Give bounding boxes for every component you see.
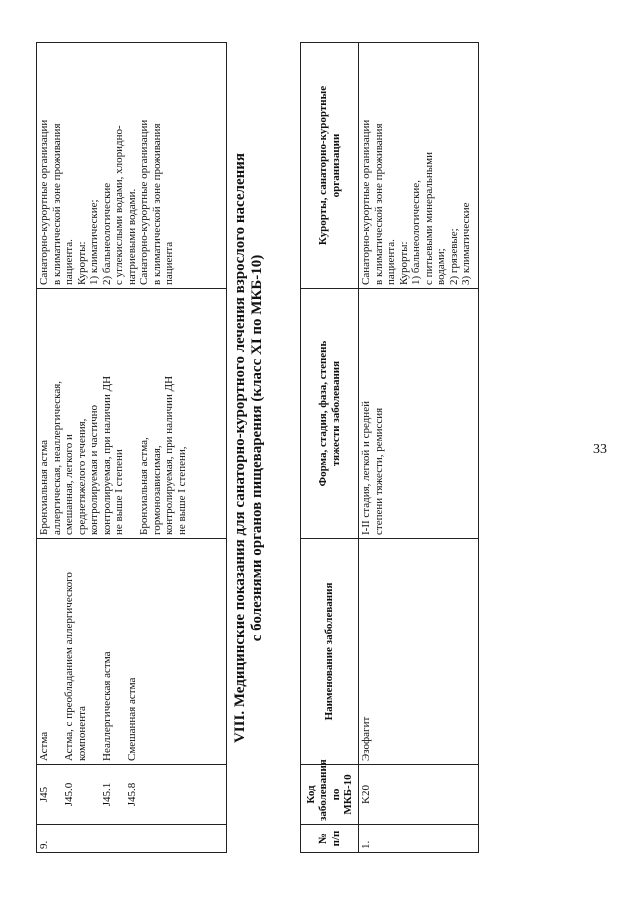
header-row — [301, 43, 359, 853]
page-number: 33 — [593, 442, 607, 457]
digestive-table — [300, 42, 479, 853]
header-form: Форма, стадия, фаза, степень тяжести заболевания — [301, 289, 359, 539]
table-row — [359, 43, 479, 853]
header-resorts: Курорты, санаторно-курортные организации — [301, 43, 359, 289]
header-name: Наименование заболевания — [301, 539, 359, 765]
row-number: 9. — [37, 825, 227, 853]
icd-code: K20 — [359, 765, 479, 825]
section-title: VIII. Медицинские показания для санаторно-курортного лечения взрослого населения с болезнями органов пищеварения (класс XI по МКБ-10) — [232, 152, 265, 744]
disease-name: Эзофагит — [359, 539, 479, 765]
disease-name: Астма Астма, с преобладанием аллергического компонента Неаллергическая астма Смешанная астма — [37, 539, 227, 765]
disease-form: I-II стадия, легкой и средней степени тяжести, ремиссия — [359, 289, 479, 539]
asthma-table — [36, 42, 227, 853]
header-code: Код заболевания по МКБ-10 — [301, 765, 359, 825]
resorts-cell: Санаторно-курортные организации в климатической зоне проживания пациента. Курорты: 1) климатические; 2) бальнеологические с углекислыми водами, хлоридно- натриевыми водами. Санаторно-курортные организации в климатической зоне проживания пациента — [37, 43, 227, 289]
row-number: 1. — [359, 825, 479, 853]
icd-code: J45 J45.0 J45.1 J45.8 — [37, 765, 227, 825]
header-num: № п/п — [301, 825, 359, 853]
disease-form: Бронхиальная астма аллергическая, неаллергическая, смешанная, легкого и среднетяжелого течения, контролируемая и частично контролируемая, при наличии ДН не выше I степени Бронхиальная астма, гормонозависимая, контролируемая, при наличии ДН не выше I степени, — [37, 289, 227, 539]
resorts-cell: Санаторно-курортные организации в климатической зоне проживания пациента. Курорты: 1) бальнеологические, с питьевыми минеральными водами; 2) грязевые; 3) климатические — [359, 43, 479, 289]
table-row — [37, 43, 227, 853]
